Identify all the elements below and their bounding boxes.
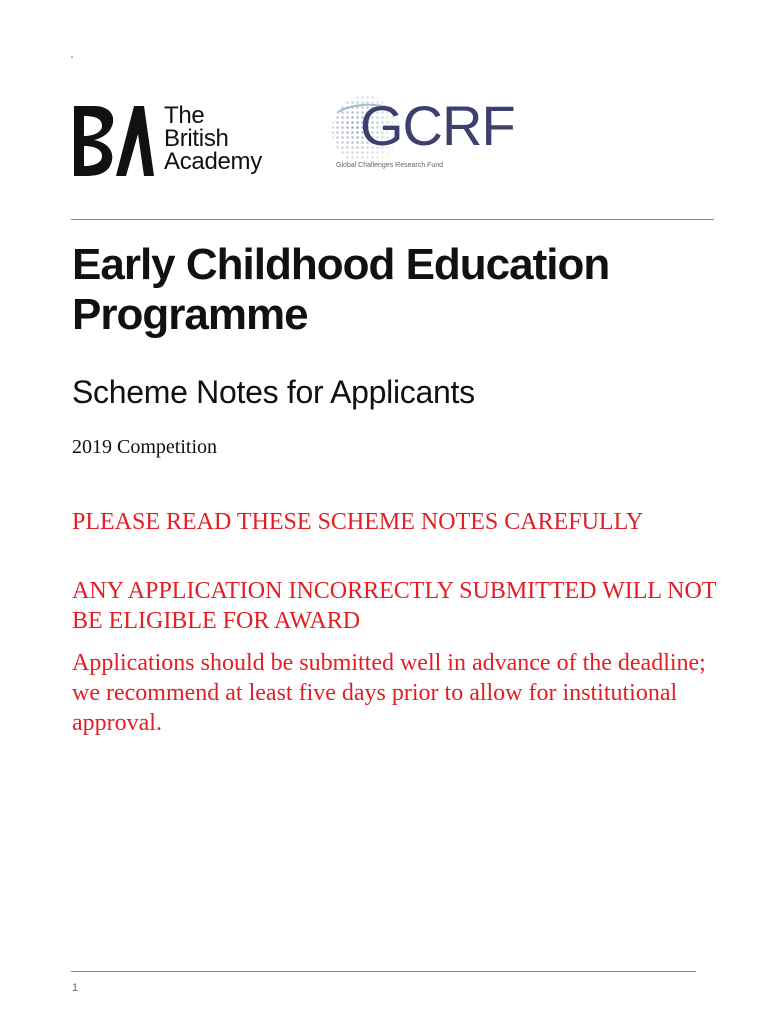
gcrf-logo: [330, 90, 515, 178]
ba-line-1: The: [164, 102, 205, 129]
british-academy-logo: [72, 104, 292, 178]
warning-read-carefully: PLEASE READ THESE SCHEME NOTES CAREFULLY: [72, 509, 644, 535]
decorative-dot: [71, 56, 73, 58]
page-number: 1: [72, 982, 79, 994]
british-academy-wordmark: [164, 104, 262, 173]
warning-submit-early: Applications should be submitted well in advance of the deadline; we recommend at least five days prior to allow for institutional approval.: [72, 650, 706, 736]
document-title: Early Childhood Education Programme: [72, 240, 610, 339]
header-divider: [71, 219, 714, 220]
ba-line-2: British: [164, 125, 229, 152]
ba-line-3: Academy: [164, 148, 262, 175]
footer-divider: [71, 971, 696, 972]
gcrf-wordmark: GCRF: [360, 94, 515, 157]
document-subtitle: Scheme Notes for Applicants: [72, 374, 475, 410]
competition-year: 2019 Competition: [72, 436, 217, 458]
british-academy-logo-icon: [72, 104, 154, 178]
warning-incorrect-submission: ANY APPLICATION INCORRECTLY SUBMITTED WILL NOT BE ELIGIBLE FOR AWARD: [72, 578, 717, 634]
gcrf-subtitle: Global Challenges Research Fund: [336, 162, 444, 169]
